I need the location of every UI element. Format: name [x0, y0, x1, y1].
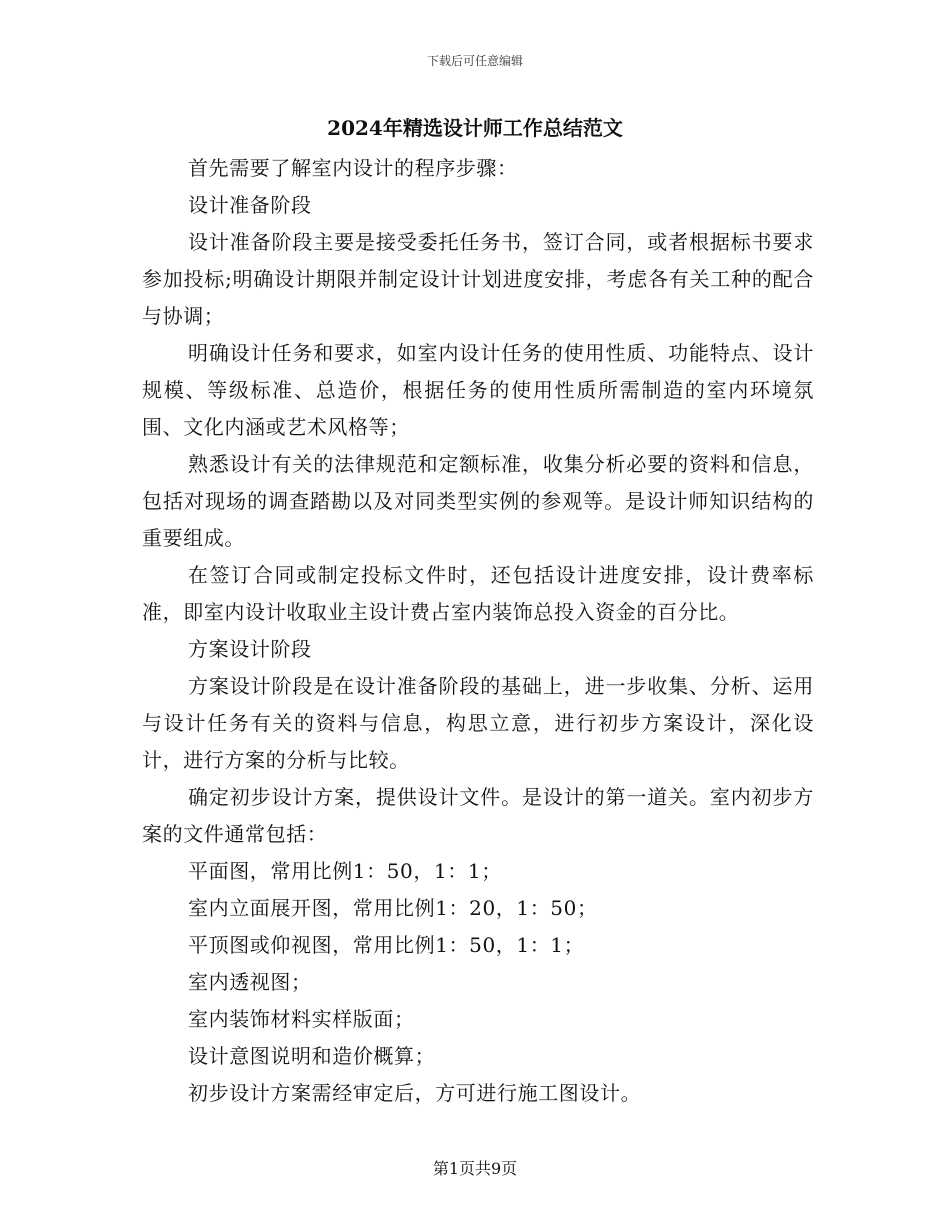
document-title: 2024年精选设计师工作总结范文 — [327, 116, 623, 140]
paragraph: 设计准备阶段主要是接受委托任务书，签订合同，或者根据标书要求参加投标;明确设计期限并制定设计计划进度安排，考虑各有关工种的配合与协调； — [142, 230, 814, 328]
paragraph: 熟悉设计有关的法律规范和定额标准，收集分析必要的资料和信息，包括对现场的调查踏勘以及对同类型实例的参观等。是设计师知识结构的重要组成。 — [142, 452, 814, 550]
paragraph: 初步设计方案需经审定后，方可进行施工图设计。 — [188, 1081, 642, 1105]
paragraph-intro: 首先需要了解室内设计的程序步骤： — [188, 156, 518, 180]
paragraph: 确定初步设计方案，提供设计文件。是设计的第一道关。室内初步方案的文件通常包括： — [142, 785, 814, 846]
list-item: 室内装饰材料实样版面； — [188, 1007, 415, 1031]
list-item: 室内立面展开图，常用比例1：20，1：50； — [188, 896, 598, 920]
section-heading-preparation: 设计准备阶段 — [188, 193, 312, 217]
section-heading-scheme: 方案设计阶段 — [188, 637, 312, 661]
list-item: 设计意图说明和造价概算； — [188, 1044, 436, 1068]
paragraph: 在签订合同或制定投标文件时，还包括设计进度安排，设计费率标准，即室内设计收取业主设计费占室内装饰总投入资金的百分比。 — [142, 563, 814, 624]
list-item: 室内透视图； — [188, 970, 312, 994]
paragraph: 方案设计阶段是在设计准备阶段的基础上，进一步收集、分析、运用与设计任务有关的资料与信息，构思立意，进行初步方案设计，深化设计，进行方案的分析与比较。 — [142, 674, 814, 772]
page-number: 第1页共9页 — [432, 1159, 518, 1178]
header-note: 下载后可任意编辑 — [426, 54, 523, 68]
list-item: 平面图，常用比例1：50，1：1； — [188, 859, 502, 883]
paragraph: 明确设计任务和要求，如室内设计任务的使用性质、功能特点、设计规模、等级标准、总造价，根据任务的使用性质所需制造的室内环境氛围、文化内涵或艺术风格等； — [142, 341, 814, 439]
document-body — [142, 150, 814, 1112]
list-item: 平顶图或仰视图，常用比例1：50，1：1； — [188, 933, 585, 957]
